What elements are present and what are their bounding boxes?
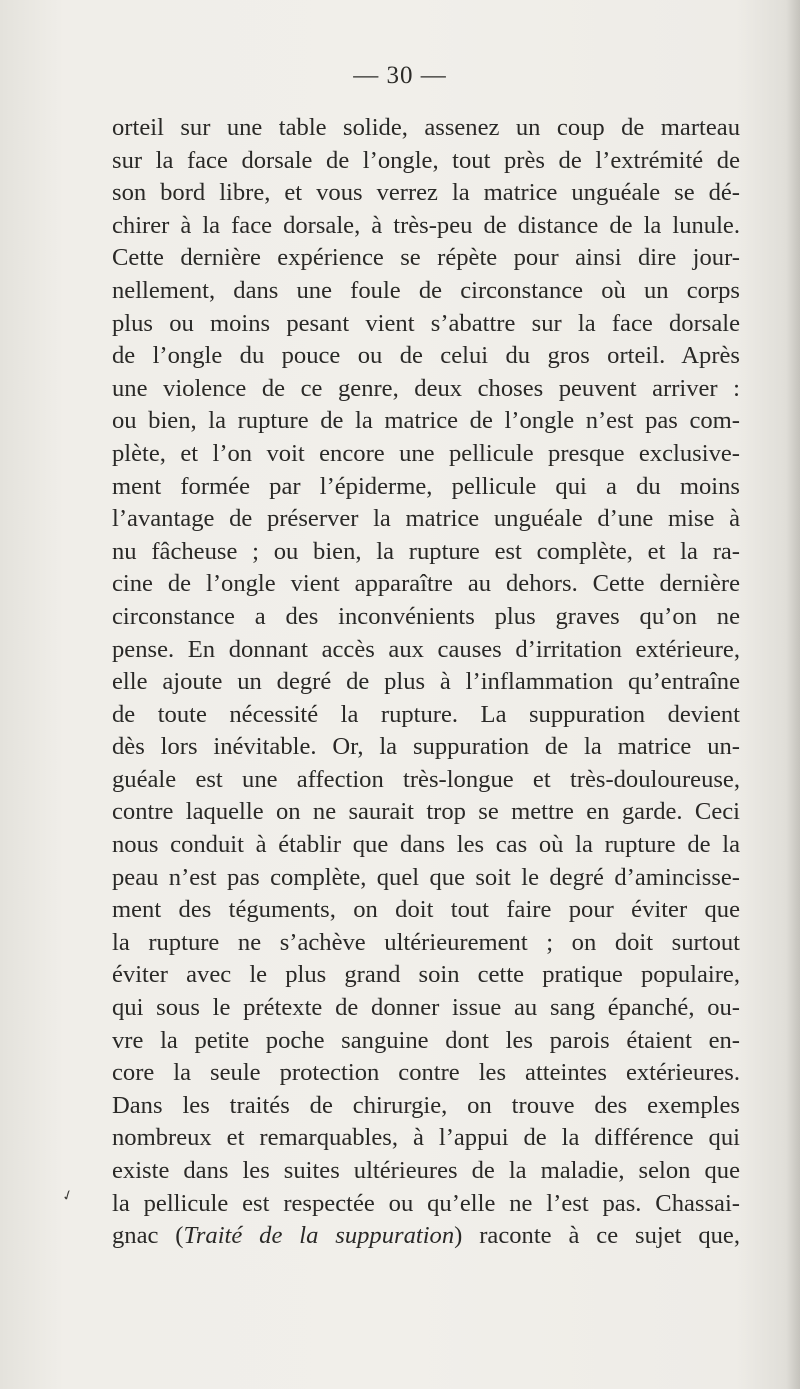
text-line: plète, et l’on voit encore une pellicule presque exclusive- [112, 439, 740, 467]
text-line: elle ajoute un degré de plus à l’inflammation qu’entraîne [112, 668, 740, 696]
text-line: ment formée par l’épiderme, pellicule qui a du moins [112, 472, 740, 500]
text-line: chirer à la face dorsale, à très-peu de distance de la lunule. [112, 211, 740, 239]
text-line: sur la face dorsale de l’ongle, tout près de l’extrémité de [112, 146, 740, 174]
text-segment: gnac ( [112, 1222, 184, 1250]
text-line: son bord libre, et vous verrez la matrice unguéale se dé- [112, 179, 740, 207]
text-line: nu fâcheuse ; ou bien, la rupture est complète, et la ra- [112, 537, 740, 565]
text-line: de toute nécessité la rupture. La suppuration devient [112, 700, 740, 728]
text-segment: ) raconte à ce sujet que, [454, 1222, 740, 1250]
text-line: orteil sur une table solide, assenez un coup de marteau [112, 114, 740, 141]
text-line: guéale est une affection très-longue et très-douloureuse, [112, 765, 740, 793]
text-line: la rupture ne s’achève ultérieurement ; on doit surtout [112, 928, 740, 956]
text-line: ment des téguments, on doit tout faire pour éviter que [112, 896, 740, 924]
text-line: une violence de ce genre, deux choses peuvent arriver : [112, 374, 740, 402]
book-title-italic: Traité de la suppuration [183, 1222, 455, 1250]
text-line: Cette dernière expérience se répète pour ainsi dire jour- [112, 244, 740, 272]
text-line: qui sous le prétexte de donner issue au sang épanché, ou- [112, 994, 740, 1022]
text-line: core la seule protection contre les atteintes extérieures. [112, 1059, 740, 1087]
text-line: éviter avec le plus grand soin cette pratique populaire, [112, 961, 740, 989]
stray-pencil-mark: ✓ [59, 1186, 77, 1206]
text-line: nellement, dans une foule de circonstance où un corps [112, 276, 740, 304]
text-line: plus ou moins pesant vient s’abattre sur la face dorsale [112, 309, 740, 337]
text-line: Dans les traités de chirurgie, on trouve des exemples [112, 1091, 740, 1119]
text-line: nous conduit à établir que dans les cas où la rupture de la [112, 831, 740, 859]
text-line: dès lors inévitable. Or, la suppuration de la matrice un- [112, 733, 740, 761]
text-line: de l’ongle du pouce ou de celui du gros orteil. Après [112, 342, 740, 370]
text-line: nombreux et remarquables, à l’appui de la différence qui [112, 1124, 740, 1152]
text-line: la pellicule est respectée ou qu’elle ne l’est pas. Chassai- [112, 1189, 740, 1217]
text-line [112, 1220, 740, 1253]
text-line: l’avantage de préserver la matrice unguéale d’une mise à [112, 505, 740, 533]
text-line: contre laquelle on ne saurait trop se mettre en garde. Ceci [112, 798, 740, 826]
text-line: ou bien, la rupture de la matrice de l’ongle n’est pas com- [112, 407, 740, 435]
page-edge-shadow [786, 0, 800, 1389]
text-line: pense. En donnant accès aux causes d’irritation extérieure, [112, 635, 740, 663]
text-line: circonstance a des inconvénients plus graves qu’on ne [112, 602, 740, 630]
text-line: peau n’est pas complète, quel que soit le degré d’amincisse- [112, 863, 740, 891]
text-line: existe dans les suites ultérieures de la maladie, selon que [112, 1157, 740, 1184]
page-number: — 30 — [353, 62, 447, 89]
text-line: cine de l’ongle vient apparaître au dehors. Cette dernière [112, 570, 740, 598]
text-line: vre la petite poche sanguine dont les parois étaient en- [112, 1026, 740, 1054]
body-text [112, 112, 740, 1253]
